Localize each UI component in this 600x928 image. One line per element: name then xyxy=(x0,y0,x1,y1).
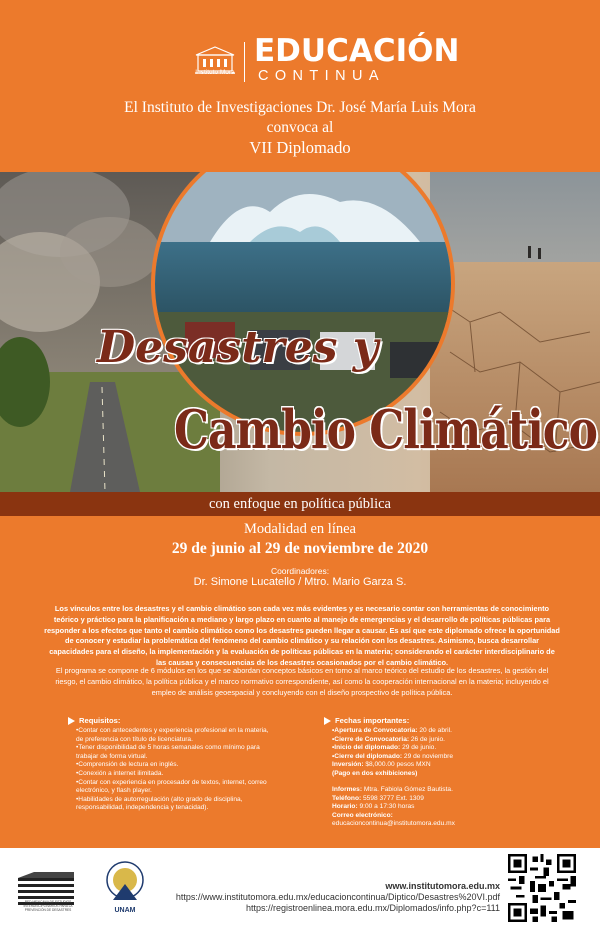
list-item xyxy=(332,761,492,770)
logo-title: EDUCACIÓN xyxy=(254,33,460,69)
contact-value: 5598 3777 Ext. 1309 xyxy=(361,794,424,802)
date-label: •Inicio del diplomado: xyxy=(332,744,401,752)
important-dates-list xyxy=(332,727,492,779)
intro-edition: VII Diplomado xyxy=(249,138,351,157)
intro-convoca: convoca al xyxy=(266,119,334,136)
arrow-right-icon xyxy=(68,717,75,725)
modality-text: Modalidad en línea xyxy=(244,521,356,537)
date-label: •Apertura de Convocatoria: xyxy=(332,727,418,734)
qr-code-icon[interactable] xyxy=(508,854,576,922)
registration-link[interactable]: https://registroenlinea.mora.edu.mx/Diplomados/info.php?c=111 xyxy=(245,903,500,913)
list-item: •Habilidades de autorregulación (alto grado de disciplina, responsabilidad, independencia y tenacidad). xyxy=(76,795,243,812)
date-label: (Pago en dos exhibiciones) xyxy=(332,769,418,777)
red-mexicana-caption: RED MEXICANA DE ESTUDIOS INTERDISCIPLINARIOS PARA LA PREVENCIÓN DE DESASTRES xyxy=(23,900,73,912)
contact-informes xyxy=(332,786,532,795)
requirements-list xyxy=(76,727,276,813)
date-value: 29 de junio. xyxy=(400,744,437,752)
important-dates-heading xyxy=(324,716,409,725)
list-item xyxy=(332,736,492,745)
requirements-heading xyxy=(68,716,120,725)
list-item xyxy=(332,753,492,762)
contact-value: Mtra. Fabiola Gómez Bautista. xyxy=(362,786,453,793)
arrow-right-icon xyxy=(324,717,331,725)
hero-banner xyxy=(0,172,600,492)
logo-institute-label: Instituto Mora xyxy=(195,69,235,76)
contact-label: Correo electrónico: xyxy=(332,811,393,819)
contact-value: 9:00 a 17:30 horas xyxy=(357,803,415,811)
date-value: 20 de abril. xyxy=(417,727,452,734)
date-value: 29 de noviembre xyxy=(402,752,454,760)
list-item: •Conexión a internet ilimitada. xyxy=(76,769,164,777)
list-item xyxy=(332,744,492,753)
hero-title-line-1: Desastres y xyxy=(97,322,379,373)
description-paragraph-1: Los vínculos entre los desastres y el cambio climático son cada vez más evidentes y es necesario contar con herramientas de conocimiento teórico y práctico para la planificación a mediano y largo plazo en cuanto al manejo de emergencias y el desarrollo de políticas públicas para responder a los efectos que tanto el cambio climático como los desastres pueden llegar a causar. Es así que este diplomado ofrece la oportunidad de conocer y estudiar la problemática del fenómeno del cambio climático y su relación con los desastres. Asimismo, busca desarrollar capacidades para el diseño, la implementación y la evaluación de políticas públicas en la materia; considerando el carácter interdisciplinario de las causas y consecuencias de los desastres ocasionados por el cambio climático. xyxy=(44,604,560,667)
description-paragraph-2: El programa se compone de 6 módulos en los que se abordan conceptos básicos en torno al marco teórico del estudio de los desastres, la gestión del riesgo, el cambio climático, la política pública y el marco normativo correspondiente, así como la cooperación internacional en la materia; incluyendo el empleo de análisis geoespacial y concluyendo con el diseño prospectivo de política pública. xyxy=(55,666,549,697)
date-value: 26 de junio. xyxy=(409,735,445,743)
date-value: $8,000.00 pesos MXN xyxy=(363,761,431,769)
contact-label: Informes: xyxy=(332,786,363,793)
intro-institute: El Instituto de Investigaciones Dr. José María Luis Mora xyxy=(124,99,476,116)
requirements-heading-label: Requisitos: xyxy=(79,716,121,725)
list-item xyxy=(332,727,492,736)
contact-label: Horario: xyxy=(332,803,358,811)
program-dates: 29 de junio al 29 de noviembre de 2020 xyxy=(171,540,429,557)
website-link[interactable]: www.institutomora.edu.mx xyxy=(385,881,500,891)
logo-subtitle: CONTINUA xyxy=(258,68,385,84)
hero-title-line-2: Cambio Climático xyxy=(174,399,597,462)
list-item: •Tener disponibilidad de 5 horas semanales como mínimo para trabajar de forma virtual. xyxy=(76,744,260,760)
footer xyxy=(0,848,600,928)
important-dates-heading-label: Fechas importantes: xyxy=(335,716,410,725)
list-item: •Comprensión de lectura en inglés. xyxy=(76,761,179,769)
coordinators-names: Dr. Simone Lucatello / Mtro. Mario Garza S. xyxy=(193,576,407,588)
unam-caption: UNAM xyxy=(114,907,136,914)
contact-block xyxy=(332,786,532,829)
contact-hours xyxy=(332,803,532,812)
unam-logo xyxy=(105,860,145,916)
list-item: •Contar con antecedentes y experiencia profesional en la materia, de preferencia con título de licenciatura. xyxy=(76,727,269,743)
header xyxy=(0,0,600,166)
coordinators-label: Coordinadores: xyxy=(270,566,330,576)
contact-email-label xyxy=(332,812,532,821)
contact-label: Teléfono: xyxy=(332,794,362,802)
date-label: •Cierre de Convocatoria: xyxy=(332,735,410,743)
subtitle-band: con enfoque en política pública xyxy=(0,492,600,516)
date-label: Inversión: xyxy=(332,761,364,769)
logo-divider xyxy=(244,42,245,82)
brochure-link[interactable]: https://www.institutomora.edu.mx/educacioncontinua/Diptico/Desastres%20VI.pdf xyxy=(175,892,500,902)
contact-phone xyxy=(332,795,532,804)
contact-email[interactable]: educacioncontinua@institutomora.edu.mx xyxy=(332,820,455,828)
date-label: •Cierre del diplomado: xyxy=(332,752,403,760)
list-item: •Contar con experiencia en procesador de textos, internet, correo electrónico, y flash player. xyxy=(76,778,267,795)
list-item xyxy=(332,770,492,779)
